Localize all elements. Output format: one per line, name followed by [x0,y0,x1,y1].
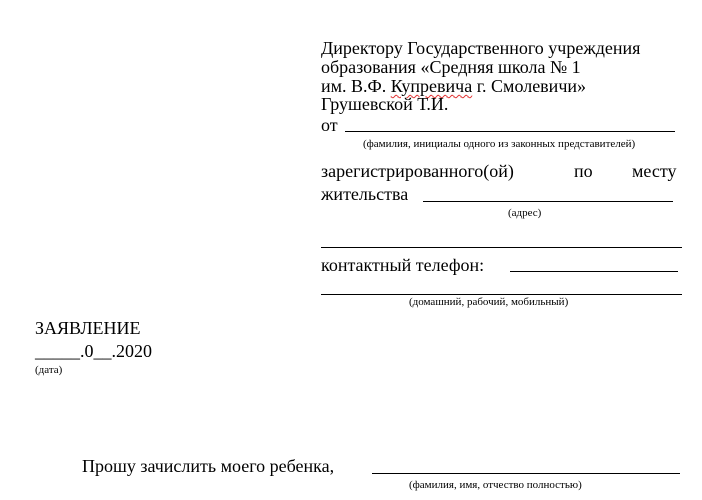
addressee-line-3-prefix: им. В.Ф. [321,76,391,96]
addressee-line-3-suffix: г. Смолевичи» [472,76,587,96]
residence-label: жительства [321,184,409,204]
residence-word-1: зарегистрированного(ой) [321,161,514,181]
residence-word-2: по [574,161,593,181]
addressee-surname: Купревича [390,76,473,96]
from-label: от [321,115,338,135]
from-field-line[interactable] [345,131,675,132]
address-field-line-2[interactable] [321,247,682,248]
from-hint: (фамилия, инициалы одного из законных представителей) [363,138,636,150]
addressee-line-3 [321,76,586,96]
statement-date: _____.0__.2020 [35,341,152,361]
residence-word-3: месту [632,161,677,181]
address-field-line[interactable] [423,201,673,202]
phone-field-line-2[interactable] [321,294,682,295]
statement-title: ЗАЯВЛЕНИЕ [35,318,141,338]
child-name-field-line[interactable] [372,473,680,474]
addressee-line-1: Директору Государственного учреждения [321,38,641,58]
child-name-hint: (фамилия, имя, отчество полностью) [409,479,582,491]
phone-label: контактный телефон: [321,255,485,275]
phone-field-line[interactable] [510,271,678,272]
addressee-line-2: образования «Средняя школа № 1 [321,57,581,77]
statement-date-hint: (дата) [35,364,63,376]
request-text: Прошу зачислить моего ребенка, [82,456,335,476]
addressee-line-4: Грушевской Т.И. [321,94,449,114]
phone-hint: (домашний, рабочий, мобильный) [409,296,569,308]
address-hint: (адрес) [508,207,542,219]
